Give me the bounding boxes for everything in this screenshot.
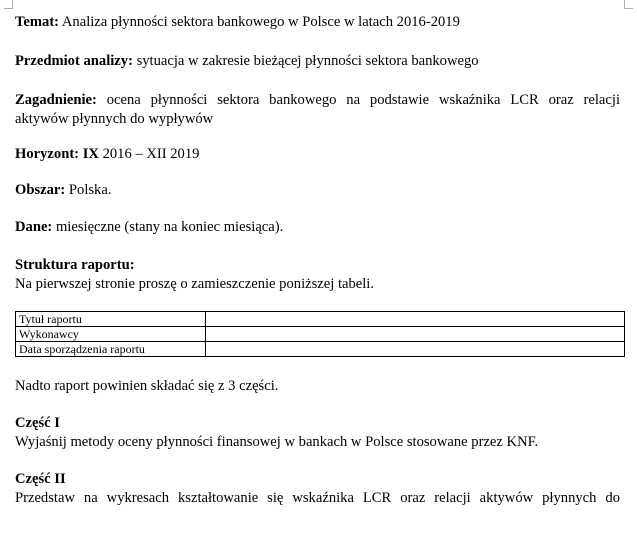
table-cell-value[interactable] (206, 342, 625, 357)
zagadnienie-paragraph (15, 91, 620, 129)
dane-paragraph (15, 218, 620, 237)
czesc1-paragraph (15, 414, 620, 452)
temat-label: Temat: (15, 14, 60, 30)
dane-label: Dane: (15, 219, 53, 235)
horyzont-value: 2016 – XII 2019 (98, 146, 200, 162)
zagadnienie-label: Zagadnienie: (15, 92, 97, 108)
dane-value: miesięczne (stany na koniec miesiąca). (52, 219, 284, 235)
document-page (15, 0, 620, 551)
struktura-heading (15, 256, 620, 275)
table-row (16, 327, 625, 342)
czesc2-heading-text: Część II (15, 471, 66, 487)
table-cell-label: Tytuł raportu (16, 312, 206, 327)
horyzont-label: Horyzont: (15, 146, 80, 162)
table-cell-value[interactable] (206, 312, 625, 327)
table-cell-label: Wykonawcy (16, 327, 206, 342)
temat-paragraph (15, 13, 620, 32)
czesc1-heading (15, 414, 620, 433)
czesc2-text: Przedstaw na wykresach kształtowanie się wskaźnika LCR oraz relacji aktywów płynnych do (15, 490, 620, 506)
przedmiot-label: Przedmiot analizy: (15, 53, 133, 69)
parts-intro-paragraph: Nadto raport powinien składać się z 3 części. (15, 378, 279, 394)
page-corner-mark-left (4, 0, 13, 9)
table-cell-label: Data sporządzenia raportu (16, 342, 206, 357)
struktura-text: Na pierwszej stronie proszę o zamieszczenie poniższej tabeli. (15, 276, 375, 292)
czesc1-text: Wyjaśnij metody oceny płynności finansowej w bankach w Polsce stosowane przez KNF. (15, 434, 539, 450)
horyzont-paragraph (15, 145, 620, 164)
obszar-label: Obszar: (15, 182, 66, 198)
page-corner-mark-right (624, 0, 633, 9)
report-info-table (15, 311, 625, 357)
struktura-heading-text: Struktura raportu: (15, 257, 135, 273)
temat-value: Analiza płynności sektora bankowego w Polsce w latach 2016-2019 (59, 14, 460, 30)
zagadnienie-line-1 (15, 91, 620, 110)
czesc2-paragraph (15, 470, 620, 508)
zagadnienie-value-1: ocena płynności sektora bankowego na podstawie wskaźnika LCR oraz relacji (96, 92, 620, 108)
struktura-paragraph (15, 256, 620, 294)
table-row (16, 312, 625, 327)
czesc2-heading (15, 470, 620, 489)
obszar-paragraph (15, 181, 620, 200)
table-cell-value[interactable] (206, 327, 625, 342)
zagadnienie-line-2: aktywów płynnych do wypływów (15, 111, 214, 127)
table-row (16, 342, 625, 357)
horyzont-value-bold: IX (79, 146, 99, 162)
przedmiot-value: sytuacja w zakresie bieżącej płynności sektora bankowego (132, 53, 479, 69)
obszar-value: Polska. (65, 182, 112, 198)
przedmiot-paragraph (15, 52, 620, 71)
czesc1-heading-text: Część I (15, 415, 60, 431)
